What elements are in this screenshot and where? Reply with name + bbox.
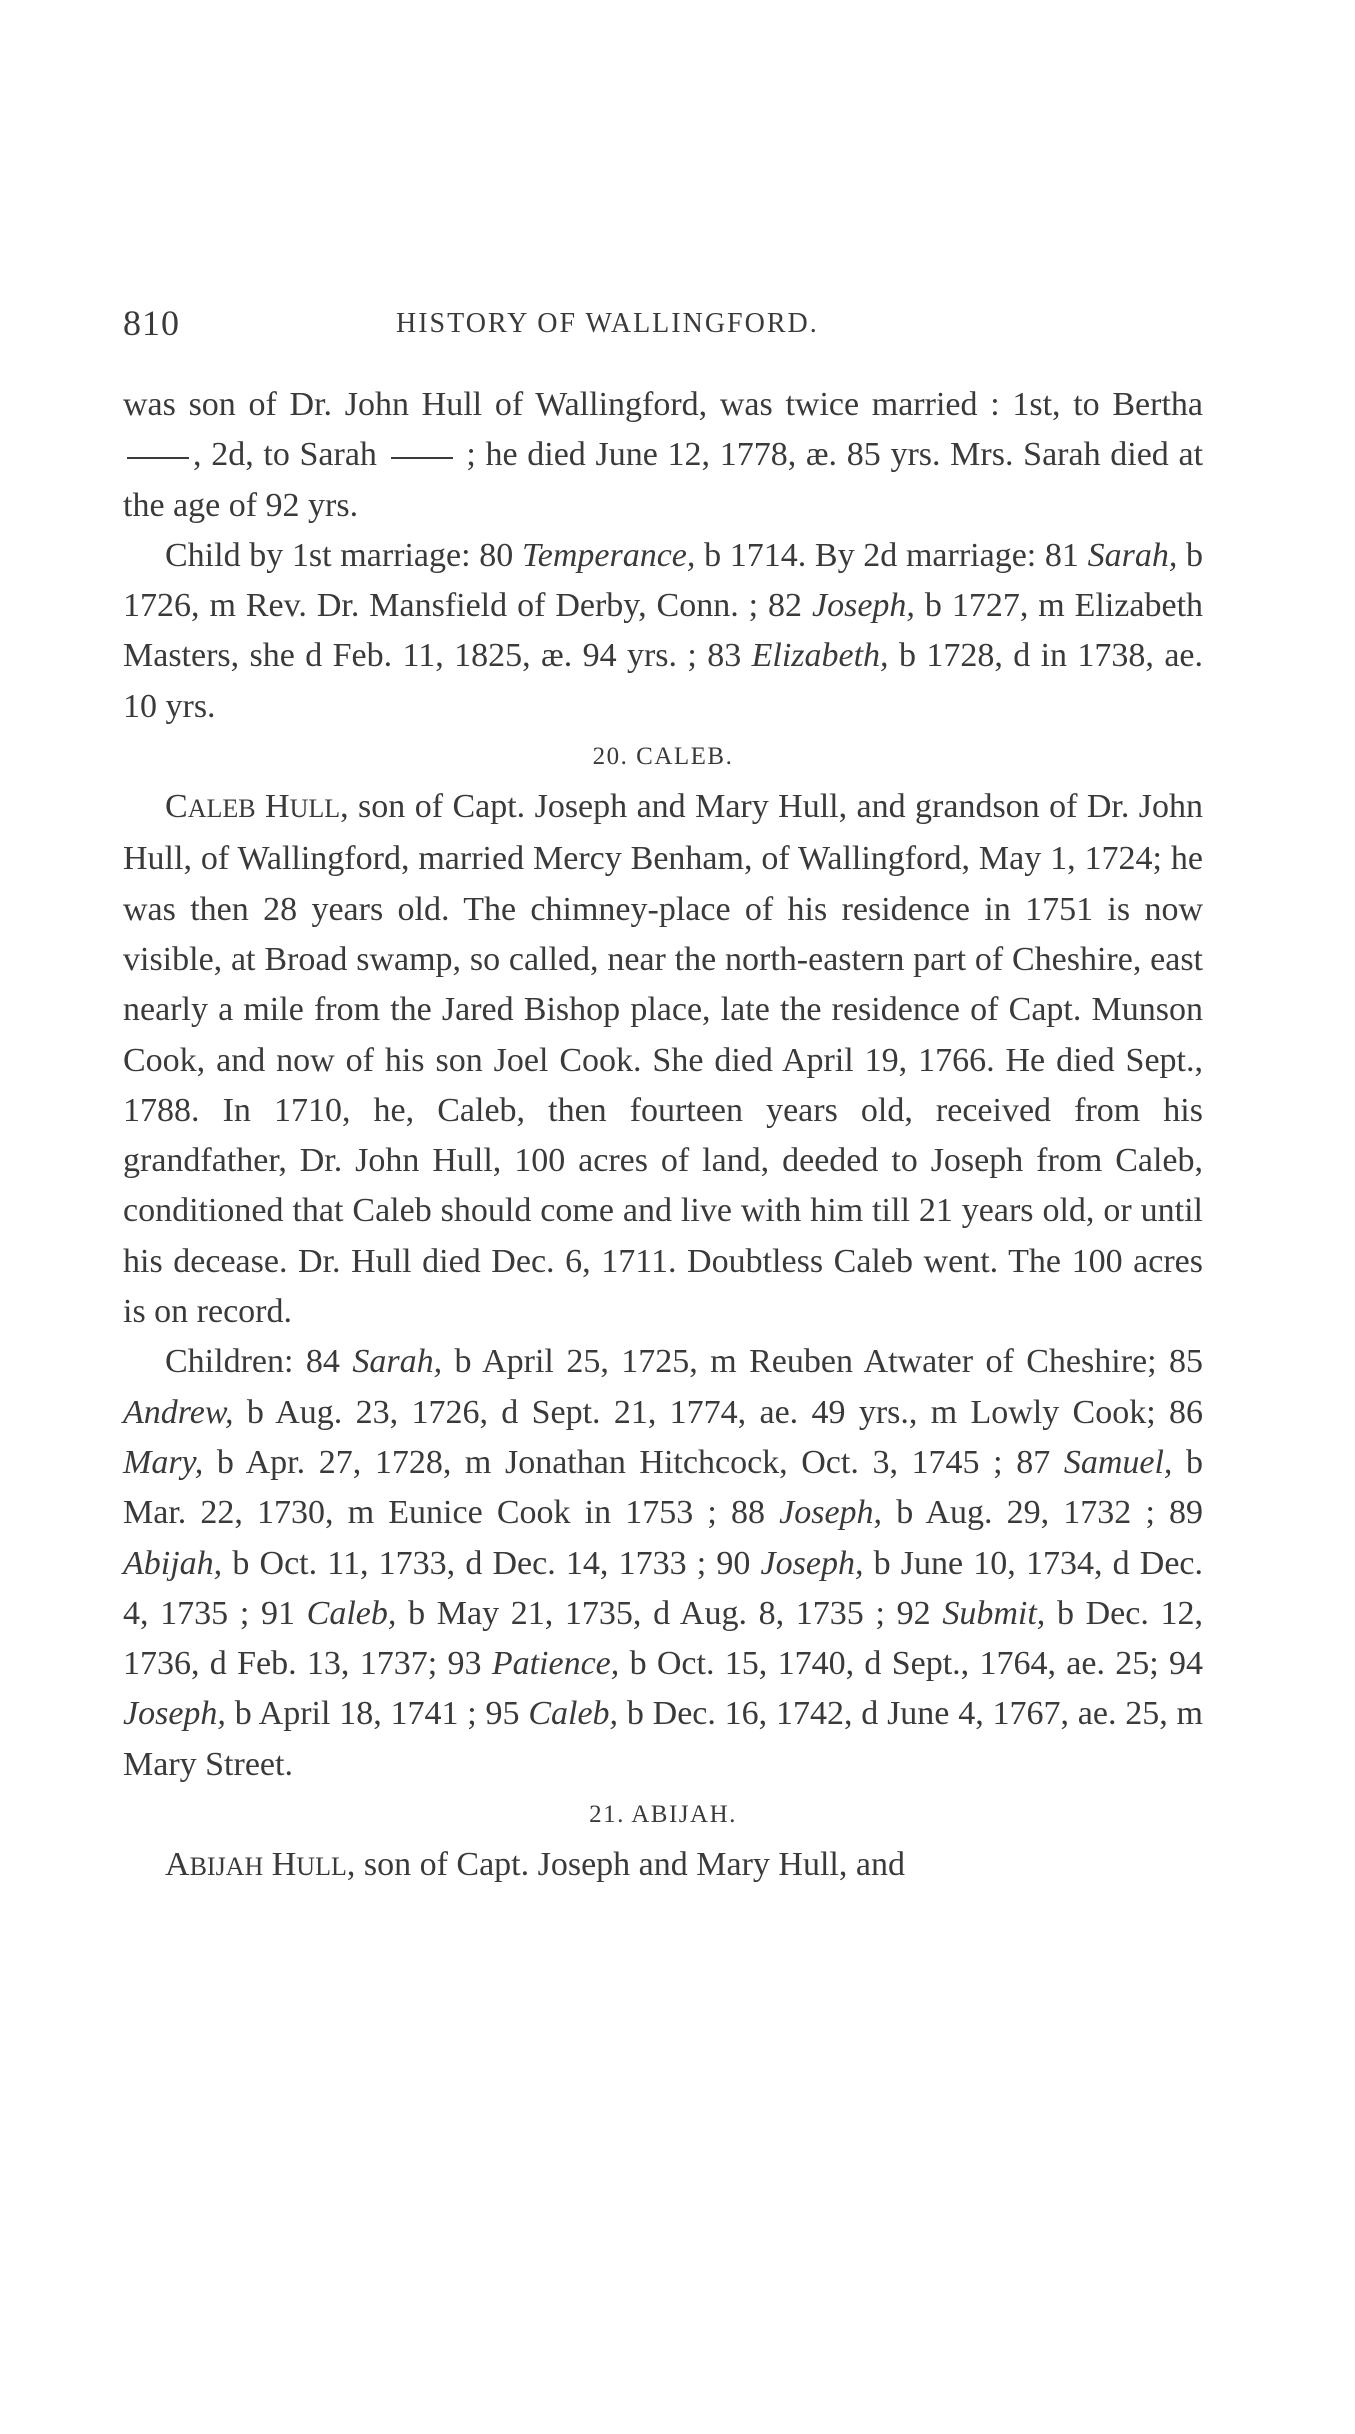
section-heading-caleb: 20. CALEB.	[592, 743, 734, 771]
child-name: Patience,	[491, 1645, 620, 1683]
small-caps-initial: H	[265, 788, 290, 826]
text-run: b May 21, 1735, d Aug. 8, 1735 ; 92	[408, 1594, 931, 1632]
paragraph-children-caleb	[123, 1337, 1203, 1790]
text-run: b 1727, m Elizabeth Masters, she d Feb. 11, 1825, æ. 94 yrs. ; 83	[123, 587, 1204, 675]
running-title: HISTORY OF WALLINGFORD.	[396, 308, 819, 339]
child-name: Abijah,	[123, 1544, 223, 1582]
text-run: b Apr. 27, 1728, m Jonathan Hitchcock, Oct. 3, 1745 ; 87	[216, 1443, 1051, 1481]
small-caps-rest: ULL	[289, 794, 341, 824]
child-name: Sarah,	[352, 1343, 443, 1381]
text-run: b Aug. 23, 1726, d Sept. 21, 1774, ae. 49 yrs., m Lowly Cook; 86	[246, 1393, 1204, 1431]
child-name: Samuel,	[1063, 1443, 1173, 1481]
child-name: Temperance,	[521, 536, 696, 574]
child-name: Caleb,	[528, 1695, 619, 1733]
blank-dash	[391, 457, 453, 459]
text-run: b June 10, 1734, d Dec. 4, 1735 ; 91	[123, 1544, 1204, 1632]
text-run: b Oct. 11, 1733, d Dec. 14, 1733 ; 90	[232, 1544, 751, 1582]
text-run: b Dec. 12, 1736, d Feb. 13, 1737; 93	[123, 1594, 1204, 1683]
text-run: b April 18, 1741 ; 95	[234, 1695, 520, 1733]
text-run: b Aug. 29, 1732 ; 89	[896, 1494, 1204, 1532]
paragraph-abijah-hull	[123, 1840, 1203, 1892]
child-name: Andrew,	[123, 1393, 234, 1431]
text-run: b 1726, m Rev. Dr. Mansfield of Derby, Conn. ; 82	[123, 536, 1204, 625]
blank-dash	[127, 457, 189, 459]
child-name: Submit,	[942, 1594, 1046, 1632]
text-run: ; he died June 12, 1778, æ. 85 yrs. Mrs. Sarah died at the age of 92 yrs.	[123, 436, 1204, 524]
text-run: , son of Capt. Joseph and Mary Hull, and	[346, 1846, 905, 1884]
child-name: Mary,	[123, 1443, 204, 1481]
small-caps-initial: A	[165, 1846, 190, 1884]
paragraph-children-first	[123, 531, 1203, 732]
child-name: Joseph,	[123, 1695, 226, 1733]
section-heading-abijah: 21. ABIJAH.	[589, 1801, 737, 1829]
child-name: Elizabeth,	[751, 637, 889, 675]
paragraph-hull-marriages	[123, 380, 1203, 531]
text-run: , son of Capt. Joseph and Mary Hull, and grandson of Dr. John Hull, of Wallingford, married Mercy Benham, of Wallingford, May 1, 1724; he was then 28 years old. The chimney-place of his residence in 1751 is now visible, at Broad swamp, so called, near the north-eastern part of Cheshire, east nearly a mile from the Jared Bishop place, late the residence of Capt. Munson Cook, and now of his son Joel Cook. She died April 19, 1766. He died Sept., 1788. In 1710, he, Caleb, then fourteen years old, received from his grandfather, Dr. John Hull, 100 acres of land, deeded to Joseph from Caleb, conditioned that Caleb should come and live with him till 21 years old, or until his decease. Dr. Hull died Dec. 6, 1711. Doubtless Caleb went. The 100 acres is on record.	[123, 788, 1204, 1331]
small-caps-initial: H	[271, 1846, 297, 1884]
body-text	[123, 380, 1203, 1892]
text-run: b Mar. 22, 1730, m Eunice Cook in 1753 ; 88	[123, 1443, 1204, 1532]
page-number: 810	[123, 303, 180, 343]
paragraph-caleb-hull	[123, 782, 1203, 1337]
page-header	[123, 302, 1203, 350]
child-name: Caleb,	[306, 1594, 397, 1632]
text-run: , 2d, to Sarah	[193, 436, 377, 474]
text-run: Child by 1st marriage: 80	[165, 536, 514, 574]
child-name: Joseph,	[812, 587, 915, 625]
small-caps-rest: ALEB	[187, 794, 256, 824]
child-name: Sarah,	[1087, 536, 1178, 574]
small-caps-rest: BIJAH	[189, 1852, 264, 1882]
text-run: was son of Dr. John Hull of Wallingford, was twice married : 1st, to Bertha	[123, 386, 1203, 423]
text-run: b April 25, 1725, m Reuben Atwater of Cheshire; 85	[454, 1343, 1204, 1381]
child-name: Joseph,	[760, 1544, 864, 1582]
small-caps-rest: ULL	[296, 1852, 347, 1882]
text-run: b 1728, d in 1738, ae. 10 yrs.	[123, 637, 1204, 725]
text-run: Children: 84	[165, 1343, 340, 1381]
text-run: b Dec. 16, 1742, d June 4, 1767, ae. 25, m Mary Street.	[123, 1695, 1204, 1783]
text-run: b 1714. By 2d marriage: 81	[704, 536, 1079, 574]
child-name: Joseph,	[779, 1494, 883, 1532]
small-caps-initial: C	[165, 788, 188, 826]
text-run: b Oct. 15, 1740, d Sept., 1764, ae. 25; 94	[629, 1645, 1204, 1683]
